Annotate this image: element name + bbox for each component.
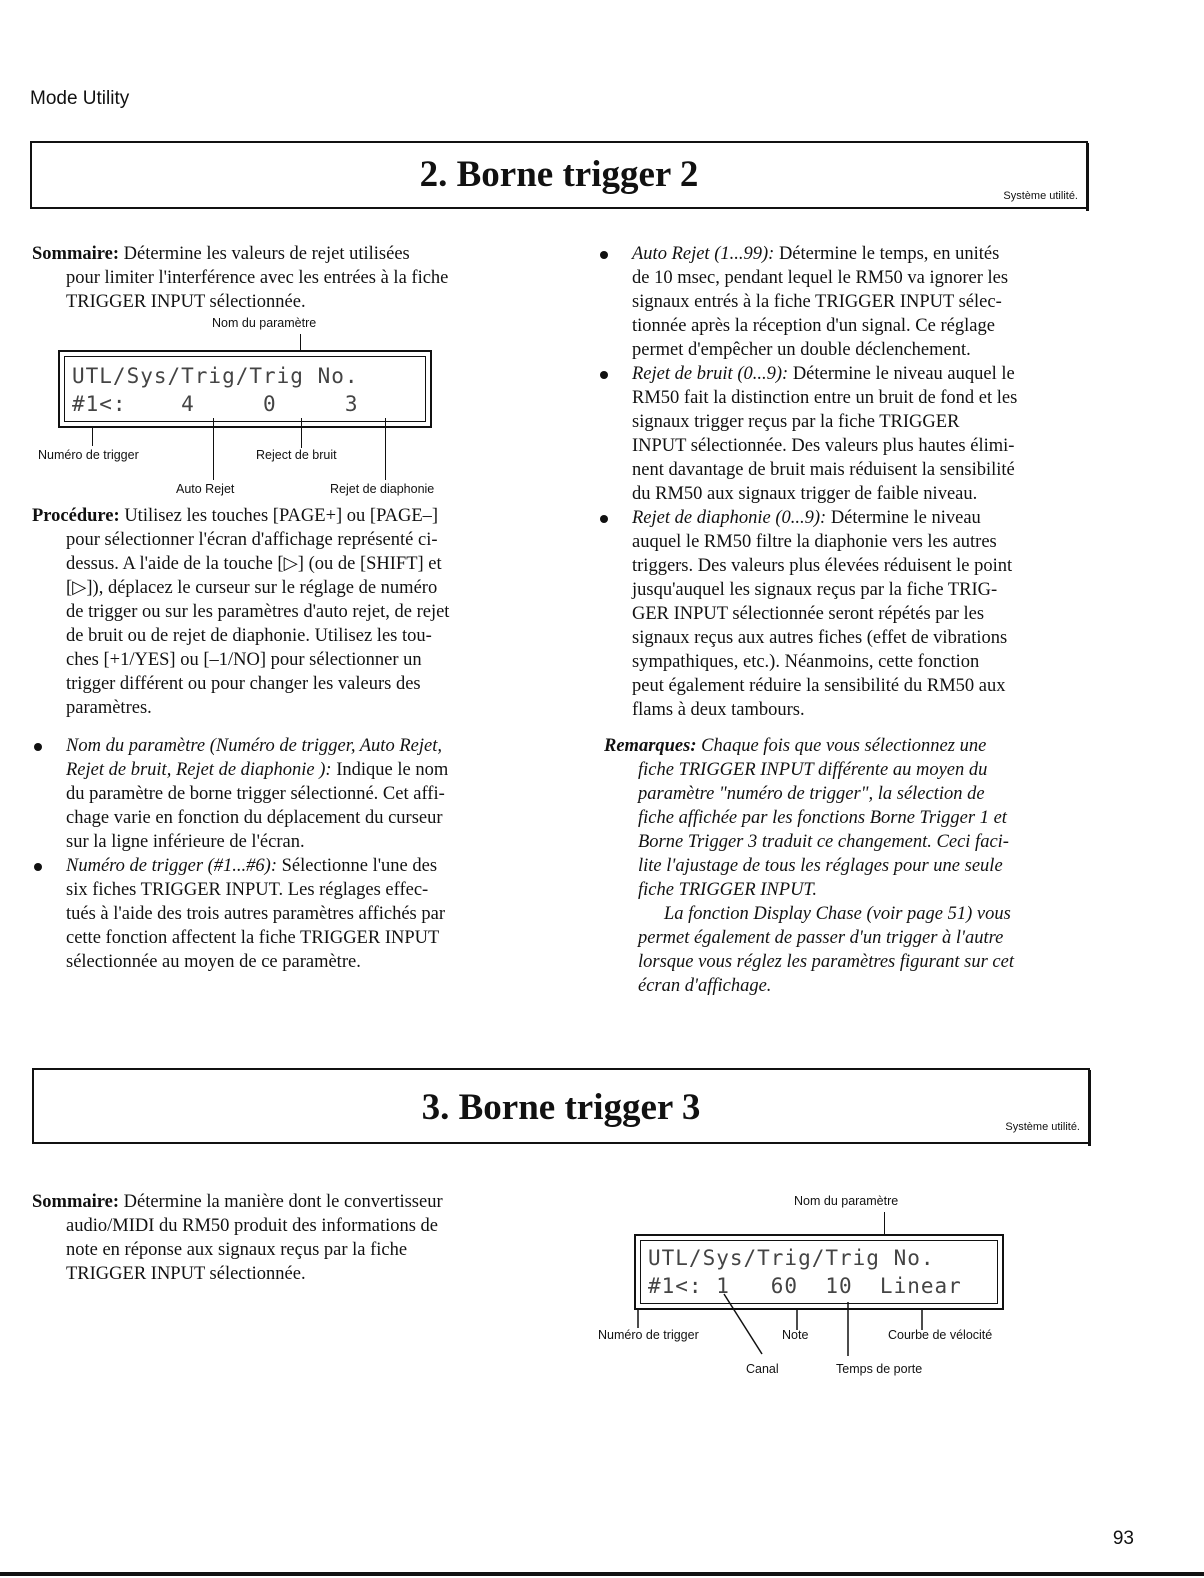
text-line: RM50 fait la distinction entre un bruit de fond et les (632, 388, 1018, 408)
bullet-term: Auto Rejet (1...99): (632, 244, 775, 264)
label-crosstalk-reject: Rejet de diaphonie (330, 482, 435, 496)
leader-line (92, 428, 93, 446)
lcd-line-2: #1<: 1 60 10 Linear (648, 1274, 962, 1298)
leader-line (213, 418, 214, 480)
label-trigger-number: Numéro de trigger (38, 448, 139, 462)
text-line: [▷]), déplacez le curseur sur le réglage de numéro (66, 578, 438, 598)
text-line: triggers. Des valeurs plus élevées réduisent le point (632, 556, 1013, 576)
section3-subtitle: Système utilité. (1005, 1121, 1080, 1133)
text-line: cette fonction affectent la fiche TRIGGER INPUT (66, 928, 440, 948)
section3-title-box (32, 1068, 1090, 1144)
label-channel: Canal (746, 1362, 779, 1376)
text-line: signaux entrés à la fiche TRIGGER INPUT sélec- (632, 292, 1002, 312)
text-line: permet également de passer d'un trigger à l'autre (638, 928, 1004, 948)
leader-line (724, 1294, 762, 1354)
text-line: paramètres. (66, 698, 152, 718)
text-line: chage varie en fonction du déplacement du curseur (66, 808, 443, 828)
text-line: de 10 msec, pendant lequel le RM50 va ignorer les (632, 268, 1009, 288)
section3-title: 3. Borne trigger 3 (421, 1087, 701, 1128)
label-param-name: Nom du paramètre (212, 316, 317, 330)
text-line: Nom du paramètre (Numéro de trigger, Auto Rejet, (66, 736, 442, 756)
procedure-label: Procédure: (32, 506, 120, 526)
text-line: du RM50 aux signaux trigger de faible niveau. (632, 484, 978, 504)
text-line: nent davantage de bruit mais réduisent la sensibilité (632, 460, 1015, 480)
text-line: INPUT sélectionnée. Des valeurs plus hautes élimi- (632, 436, 1015, 456)
running-head: Mode Utility (30, 88, 130, 109)
text-line: Rejet de bruit, Rejet de diaphonie ): (66, 760, 332, 780)
text-line: écran d'affichage. (638, 976, 772, 996)
text-line: TRIGGER INPUT sélectionnée. (66, 1264, 306, 1284)
text-line: signaux trigger reçus par la fiche TRIGGER (632, 412, 960, 432)
label-param-name: Nom du paramètre (794, 1194, 899, 1208)
text-line: Détermine le temps, en unités (774, 244, 1000, 264)
text-line: note en réponse aux signaux reçus par la fiche (66, 1240, 408, 1260)
label-trigger-number: Numéro de trigger (598, 1328, 699, 1342)
leader-line (301, 418, 302, 448)
text-line: jusqu'auquel les signaux reçus par la fiche TRIG- (632, 580, 998, 600)
bullet-param-name (32, 734, 532, 854)
text-line: pour sélectionner l'écran d'affichage représenté ci- (66, 530, 438, 550)
text-line: trigger différent ou pour changer les valeurs des (66, 674, 421, 694)
text-line: TRIGGER INPUT sélectionnée. (66, 292, 306, 312)
bullet-icon (600, 371, 608, 379)
section2-procedure (32, 504, 532, 720)
text-line: Chaque fois que vous sélectionnez une (696, 736, 987, 756)
leader-line (884, 1212, 885, 1236)
bullet-icon (34, 863, 42, 871)
lcd-line-1: UTL/Sys/Trig/Trig No. (648, 1246, 935, 1270)
section2-title: 2. Borne trigger 2 (419, 154, 699, 195)
text-line: fiche affichée par les fonctions Borne Trigger 1 et (638, 808, 1007, 828)
text-line: Utilisez les touches [PAGE+] ou [PAGE–] (124, 506, 439, 526)
label-auto-reject: Auto Rejet (176, 482, 235, 496)
section2-subtitle: Système utilité. (1003, 190, 1078, 202)
text-line: GER INPUT sélectionnée seront répétés par les (632, 604, 985, 624)
text-line: Détermine le niveau auquel le (788, 364, 1015, 384)
lcd-display (58, 350, 432, 428)
label-velocity-curve: Courbe de vélocité (888, 1328, 993, 1342)
text-line: peut également réduire la sensibilité du RM50 aux (632, 676, 1006, 696)
label-gate-time: Temps de porte (836, 1362, 923, 1376)
text-line: Détermine la manière dont le convertisseur (119, 1192, 443, 1212)
text-line: lite l'ajustage de tous les réglages pour une seule (638, 856, 1003, 876)
page-number: 93 (1112, 1528, 1134, 1549)
text-line: Sélectionne l'une des (277, 856, 438, 876)
text-line: sur la ligne inférieure de l'écran. (66, 832, 305, 852)
bullet-term: Rejet de diaphonie (0...9): (632, 508, 827, 528)
text-line: fiche TRIGGER INPUT. (638, 880, 817, 900)
text-line: de trigger ou sur les paramètres d'auto rejet, de rejet (66, 602, 450, 622)
bullet-icon (600, 515, 608, 523)
text-line: paramètre "numéro de trigger", la sélection de (638, 784, 985, 804)
text-line: ches [+1/YES] ou [–1/NO] pour sélectionner un (66, 650, 422, 670)
bullet-auto-reject (598, 242, 1092, 722)
bullet-trigger-number (32, 854, 532, 974)
lcd-line-2: #1<: 4 0 3 (72, 392, 359, 416)
bullet-icon (600, 251, 608, 259)
bullet-term: Numéro de trigger (#1...#6): (66, 856, 278, 876)
text-line: permet d'empêcher un double déclenchement. (632, 340, 971, 360)
section3-sommaire (32, 1190, 532, 1286)
section2-sommaire (32, 242, 532, 314)
text-line: tués à l'aide des trois autres paramètres affichés par (66, 904, 445, 924)
text-line: pour limiter l'interférence avec les entrées à la fiche (66, 268, 449, 288)
text-line: signaux reçus aux autres fiches (effet de vibrations (632, 628, 1008, 648)
text-line: du paramètre de borne trigger sélectionné. Cet affi- (66, 784, 445, 804)
text-line: auquel le RM50 filtre la diaphonie vers les autres (632, 532, 997, 552)
sommaire-label: Sommaire: (32, 244, 119, 264)
text-line: sympathiques, etc.). Néanmoins, cette fonction (632, 652, 980, 672)
section2-remarques (604, 734, 1094, 998)
text-line: six fiches TRIGGER INPUT. Les réglages effec- (66, 880, 429, 900)
label-note: Note (782, 1328, 809, 1342)
text-line: lorsque vous réglez les paramètres figurant sur cet (638, 952, 1014, 972)
sommaire-label: Sommaire: (32, 1192, 119, 1212)
bullet-term: Rejet de bruit (0...9): (632, 364, 789, 384)
text-line: fiche TRIGGER INPUT différente au moyen du (638, 760, 988, 780)
text-line: dessus. A l'aide de la touche [▷] (ou de [SHIFT] et (66, 554, 442, 574)
text-line: Détermine les valeurs de rejet utilisées (123, 244, 410, 264)
text-line: tionnée après la réception d'un signal. Ce réglage (632, 316, 995, 336)
leader-line (385, 418, 386, 480)
text-line: Détermine le niveau (826, 508, 981, 528)
remarques-label: Remarques: (604, 736, 697, 756)
section2-title-box (30, 141, 1088, 209)
text-line: audio/MIDI du RM50 produit des informations de (66, 1216, 439, 1236)
bullet-icon (34, 743, 42, 751)
text-line: Borne Trigger 3 traduit ce changement. Ceci faci- (638, 832, 1009, 852)
text-line: flams à deux tambours. (632, 700, 805, 720)
text-line: La fonction Display Chase (voir page 51) vous (664, 904, 1011, 924)
text-line: de bruit ou de rejet de diaphonie. Utilisez les tou- (66, 626, 432, 646)
text-line: sélectionnée au moyen de ce paramètre. (66, 952, 361, 972)
lcd-line-1: UTL/Sys/Trig/Trig No. (72, 364, 359, 388)
bottom-rule (0, 1572, 1204, 1576)
text-line: Indique le nom (331, 760, 449, 780)
label-noise-reject: Reject de bruit (256, 448, 337, 462)
